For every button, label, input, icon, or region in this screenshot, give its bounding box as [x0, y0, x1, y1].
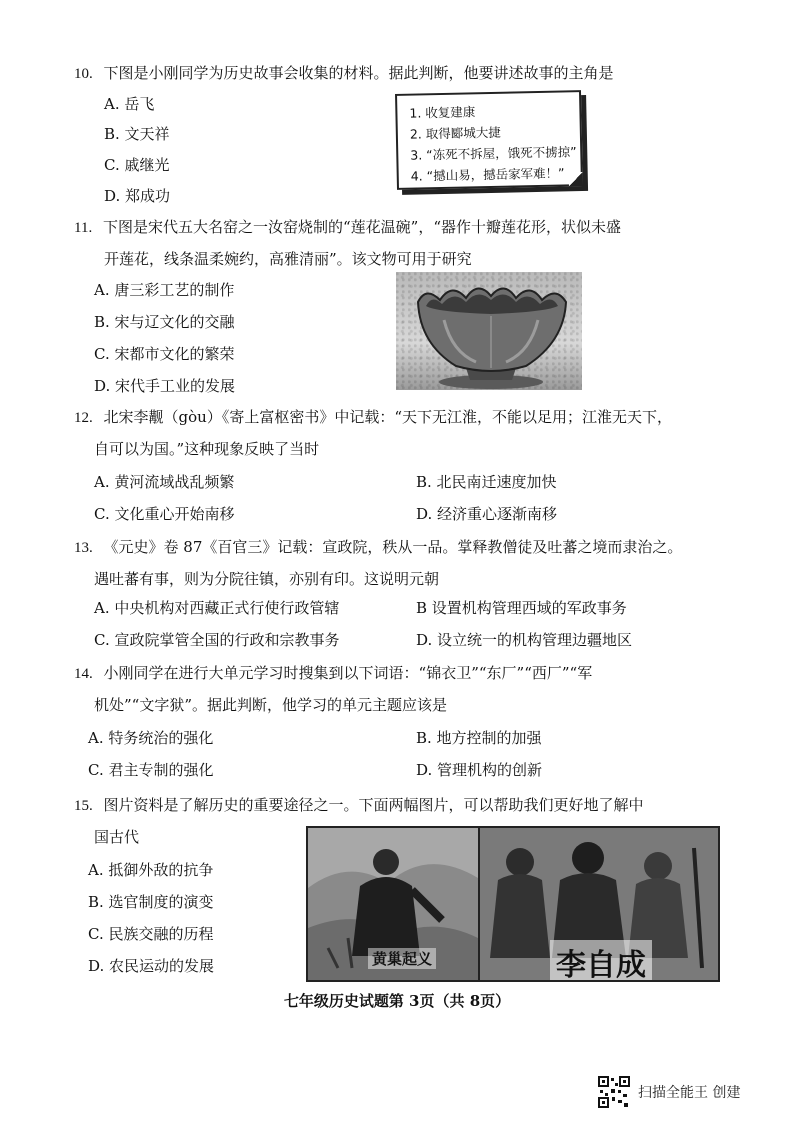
- q10-stem-line-1: 下图是小刚同学为历史故事会收集的材料。据此判断，他要讲述故事的主角是: [103, 64, 614, 82]
- q15-stem: [74, 790, 644, 821]
- q11-option-d: D. 宋代手工业的发展: [94, 377, 236, 395]
- q11-stem: [74, 212, 621, 243]
- q13-option-d: D. 设立统一的机构管理边疆地区: [416, 631, 633, 649]
- soldier-head: [506, 848, 534, 876]
- q12-stem-line-2: 自可以为国。”这种现象反映了当时: [94, 440, 320, 458]
- soldier-head: [644, 852, 672, 880]
- q13-option-c: C. 宣政院掌管全国的行政和宗教事务: [94, 631, 340, 649]
- q15-stem-line-1: 图片资料是了解历史的重要途径之一。下面两幅图片，可以帮助我们更好地了解中: [103, 796, 644, 814]
- figure-body: [352, 877, 420, 956]
- q11-option-a: A. 唐三彩工艺的制作: [94, 281, 235, 299]
- q10-material-note: [395, 90, 583, 190]
- q15-stem-line-2: 国古代: [94, 828, 140, 846]
- page-footer: 七年级历史试题第 3页（共 8页）: [283, 992, 511, 1010]
- li-zicheng-picture: [478, 826, 720, 982]
- q10-stem: [74, 58, 614, 89]
- q14-stem: [74, 658, 592, 689]
- q10-option-b: B. 文天祥: [104, 125, 170, 143]
- q10-note-line-3: 3. “冻死不拆屋，饿死不掳掠”: [410, 144, 577, 163]
- q14-stem-line-2: 机处”“文字狱”。据此判断，他学习的单元主题应该是: [94, 696, 448, 714]
- q10-option-c: C. 戚继光: [104, 156, 170, 174]
- q11-stem-line-2: 开莲花，线条温柔婉约，高雅清丽”。该文物可用于研究: [104, 250, 472, 268]
- q12-stem: [74, 402, 672, 433]
- q12-option-c: C. 文化重心开始南移: [94, 505, 235, 523]
- q10-number: 10.: [74, 66, 93, 82]
- li-zicheng-caption: 李自成: [550, 940, 652, 982]
- q12-option-d: D. 经济重心逐渐南移: [416, 505, 558, 523]
- q15-number: 15.: [74, 798, 93, 814]
- figure-head: [373, 849, 399, 875]
- q10-option-a: A. 岳飞: [104, 95, 155, 113]
- q13-stem-line-1: 《元史》卷 87《百官三》记载：宣政院，秩从一品。掌释教僧徒及吐蕃之境而隶治之。: [103, 538, 683, 556]
- huangchao-caption: 黄巢起义: [368, 948, 436, 969]
- q12-stem-line-1: 北宋李觏（gòu）《寄上富枢密书》中记载：“天下无江淮，不能以足用；江淮无天下，: [103, 408, 672, 426]
- q11-option-b: B. 宋与辽文化的交融: [94, 313, 235, 331]
- scanner-watermark: [598, 1076, 740, 1108]
- soldier-body: [490, 874, 550, 958]
- q11-option-c: C. 宋都市文化的繁荣: [94, 345, 235, 363]
- q12-option-b: B. 北民南迁速度加快: [416, 473, 557, 491]
- q13-stem: [74, 532, 682, 563]
- q11-stem-line-1: 下图是宋代五大名窑之一汝窑烧制的“莲花温碗”，“器作十瓣莲花形，状似未盛: [102, 218, 621, 236]
- lotus-bowl-image: [396, 272, 582, 390]
- q14-option-a: A. 特务统治的强化: [88, 729, 214, 747]
- q13-option-a: A. 中央机构对西藏正式行使行政管辖: [94, 599, 340, 617]
- watermark-text: 扫描全能王 创建: [638, 1085, 741, 1101]
- q10-option-d: D. 郑成功: [104, 187, 171, 205]
- q10-note-line-2: 2. 取得郾城大捷: [409, 124, 501, 142]
- lotus-bowl-photo: [396, 272, 582, 390]
- q11-number: 11.: [74, 220, 93, 236]
- q13-stem-line-2: 遇吐蕃有事，则为分院往镇，亦别有印。这说明元朝: [94, 570, 440, 588]
- q15-option-b: B. 选官制度的演变: [88, 893, 214, 911]
- q10-note-line-4: 4. “撼山易，撼岳家军难！”: [410, 165, 565, 184]
- q15-option-c: C. 民族交融的历程: [88, 925, 214, 943]
- leader-head: [572, 842, 604, 874]
- q15-option-d: D. 农民运动的发展: [88, 957, 215, 975]
- q12-number: 12.: [74, 410, 93, 426]
- q14-stem-line-1: 小刚同学在进行大单元学习时搜集到以下词语：“锦衣卫”“东厂”“西厂”“军: [103, 664, 593, 682]
- q13-number: 13.: [74, 540, 93, 556]
- huangchao-uprising-picture: [306, 826, 480, 982]
- note-fold-corner: [569, 172, 583, 186]
- q14-number: 14.: [74, 666, 93, 682]
- q13-option-b: B 设置机构管理西域的军政事务: [416, 599, 627, 617]
- q14-option-c: C. 君主专制的强化: [88, 761, 214, 779]
- q10-note-line-1: 1. 收复建康: [409, 104, 476, 121]
- q15-option-a: A. 抵御外敌的抗争: [88, 861, 214, 879]
- q14-option-d: D. 管理机构的创新: [416, 761, 543, 779]
- qr-code-icon: [598, 1076, 630, 1108]
- q14-option-b: B. 地方控制的加强: [416, 729, 542, 747]
- q12-option-a: A. 黄河流域战乱频繁: [94, 473, 235, 491]
